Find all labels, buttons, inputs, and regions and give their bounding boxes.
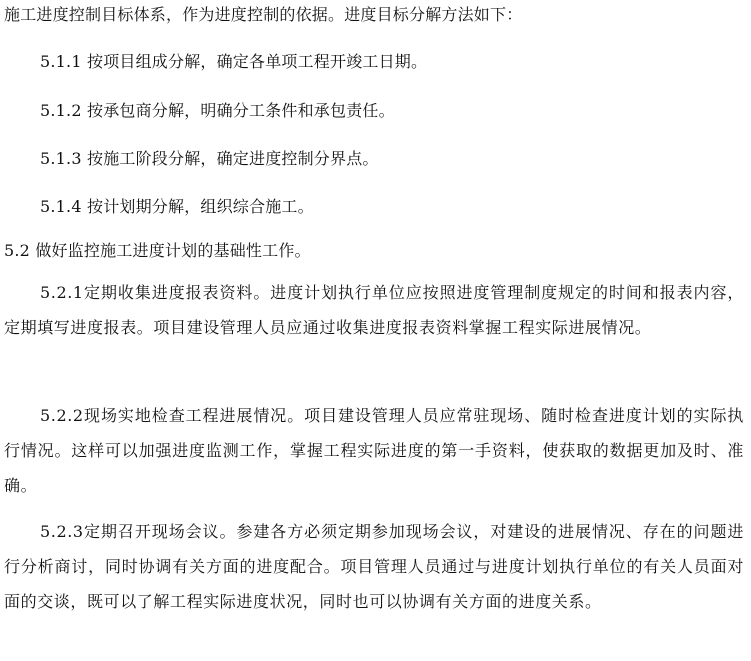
paragraph-5-2-2: [4, 398, 744, 503]
paragraph-5-2-1-text: 5.2.1定期收集进度报表资料。进度计划执行单位应按照进度管理制度规定的时间和报表内容，定期填写进度报表。项目建设管理人员应通过收集进度报表资料掌握工程实际进展情况。: [4, 283, 744, 337]
paragraph-5-2-3-text: 5.2.3定期召开现场会议。参建各方必须定期参加现场会议，对建设的进展情况、存在的问题进行分析商讨，同时协调有关方面的进度配合。项目管理人员通过与进度计划执行单位的有关人员面对面的交谈，既可以了解工程实际进度状况，同时也可以协调有关方面的进度关系。: [4, 522, 744, 611]
list-item-5-1-3: 5.1.3 按施工阶段分解，确定进度控制分界点。: [40, 149, 379, 168]
list-item-5-1-1: 5.1.1 按项目组成分解，确定各单项工程开竣工日期。: [40, 52, 428, 71]
list-item-5-1-4: 5.1.4 按计划期分解，组织综合施工。: [40, 197, 314, 216]
paragraph-5-2-1: [4, 275, 744, 345]
section-heading-5-2: 5.2 做好监控施工进度计划的基础性工作。: [4, 241, 311, 260]
list-item-5-1-2: 5.1.2 按承包商分解，明确分工条件和承包责任。: [40, 101, 395, 120]
paragraph-5-2-3: [4, 514, 744, 619]
intro-text: 施工进度控制目标体系，作为进度控制的依据。进度目标分解方法如下：: [4, 5, 523, 24]
paragraph-5-2-2-text: 5.2.2现场实地检查工程进展情况。项目建设管理人员应常驻现场、随时检查进度计划的实际执行情况。这样可以加强进度监测工作，掌握工程实际进度的第一手资料，使获取的数据更加及时、准确。: [4, 406, 744, 495]
